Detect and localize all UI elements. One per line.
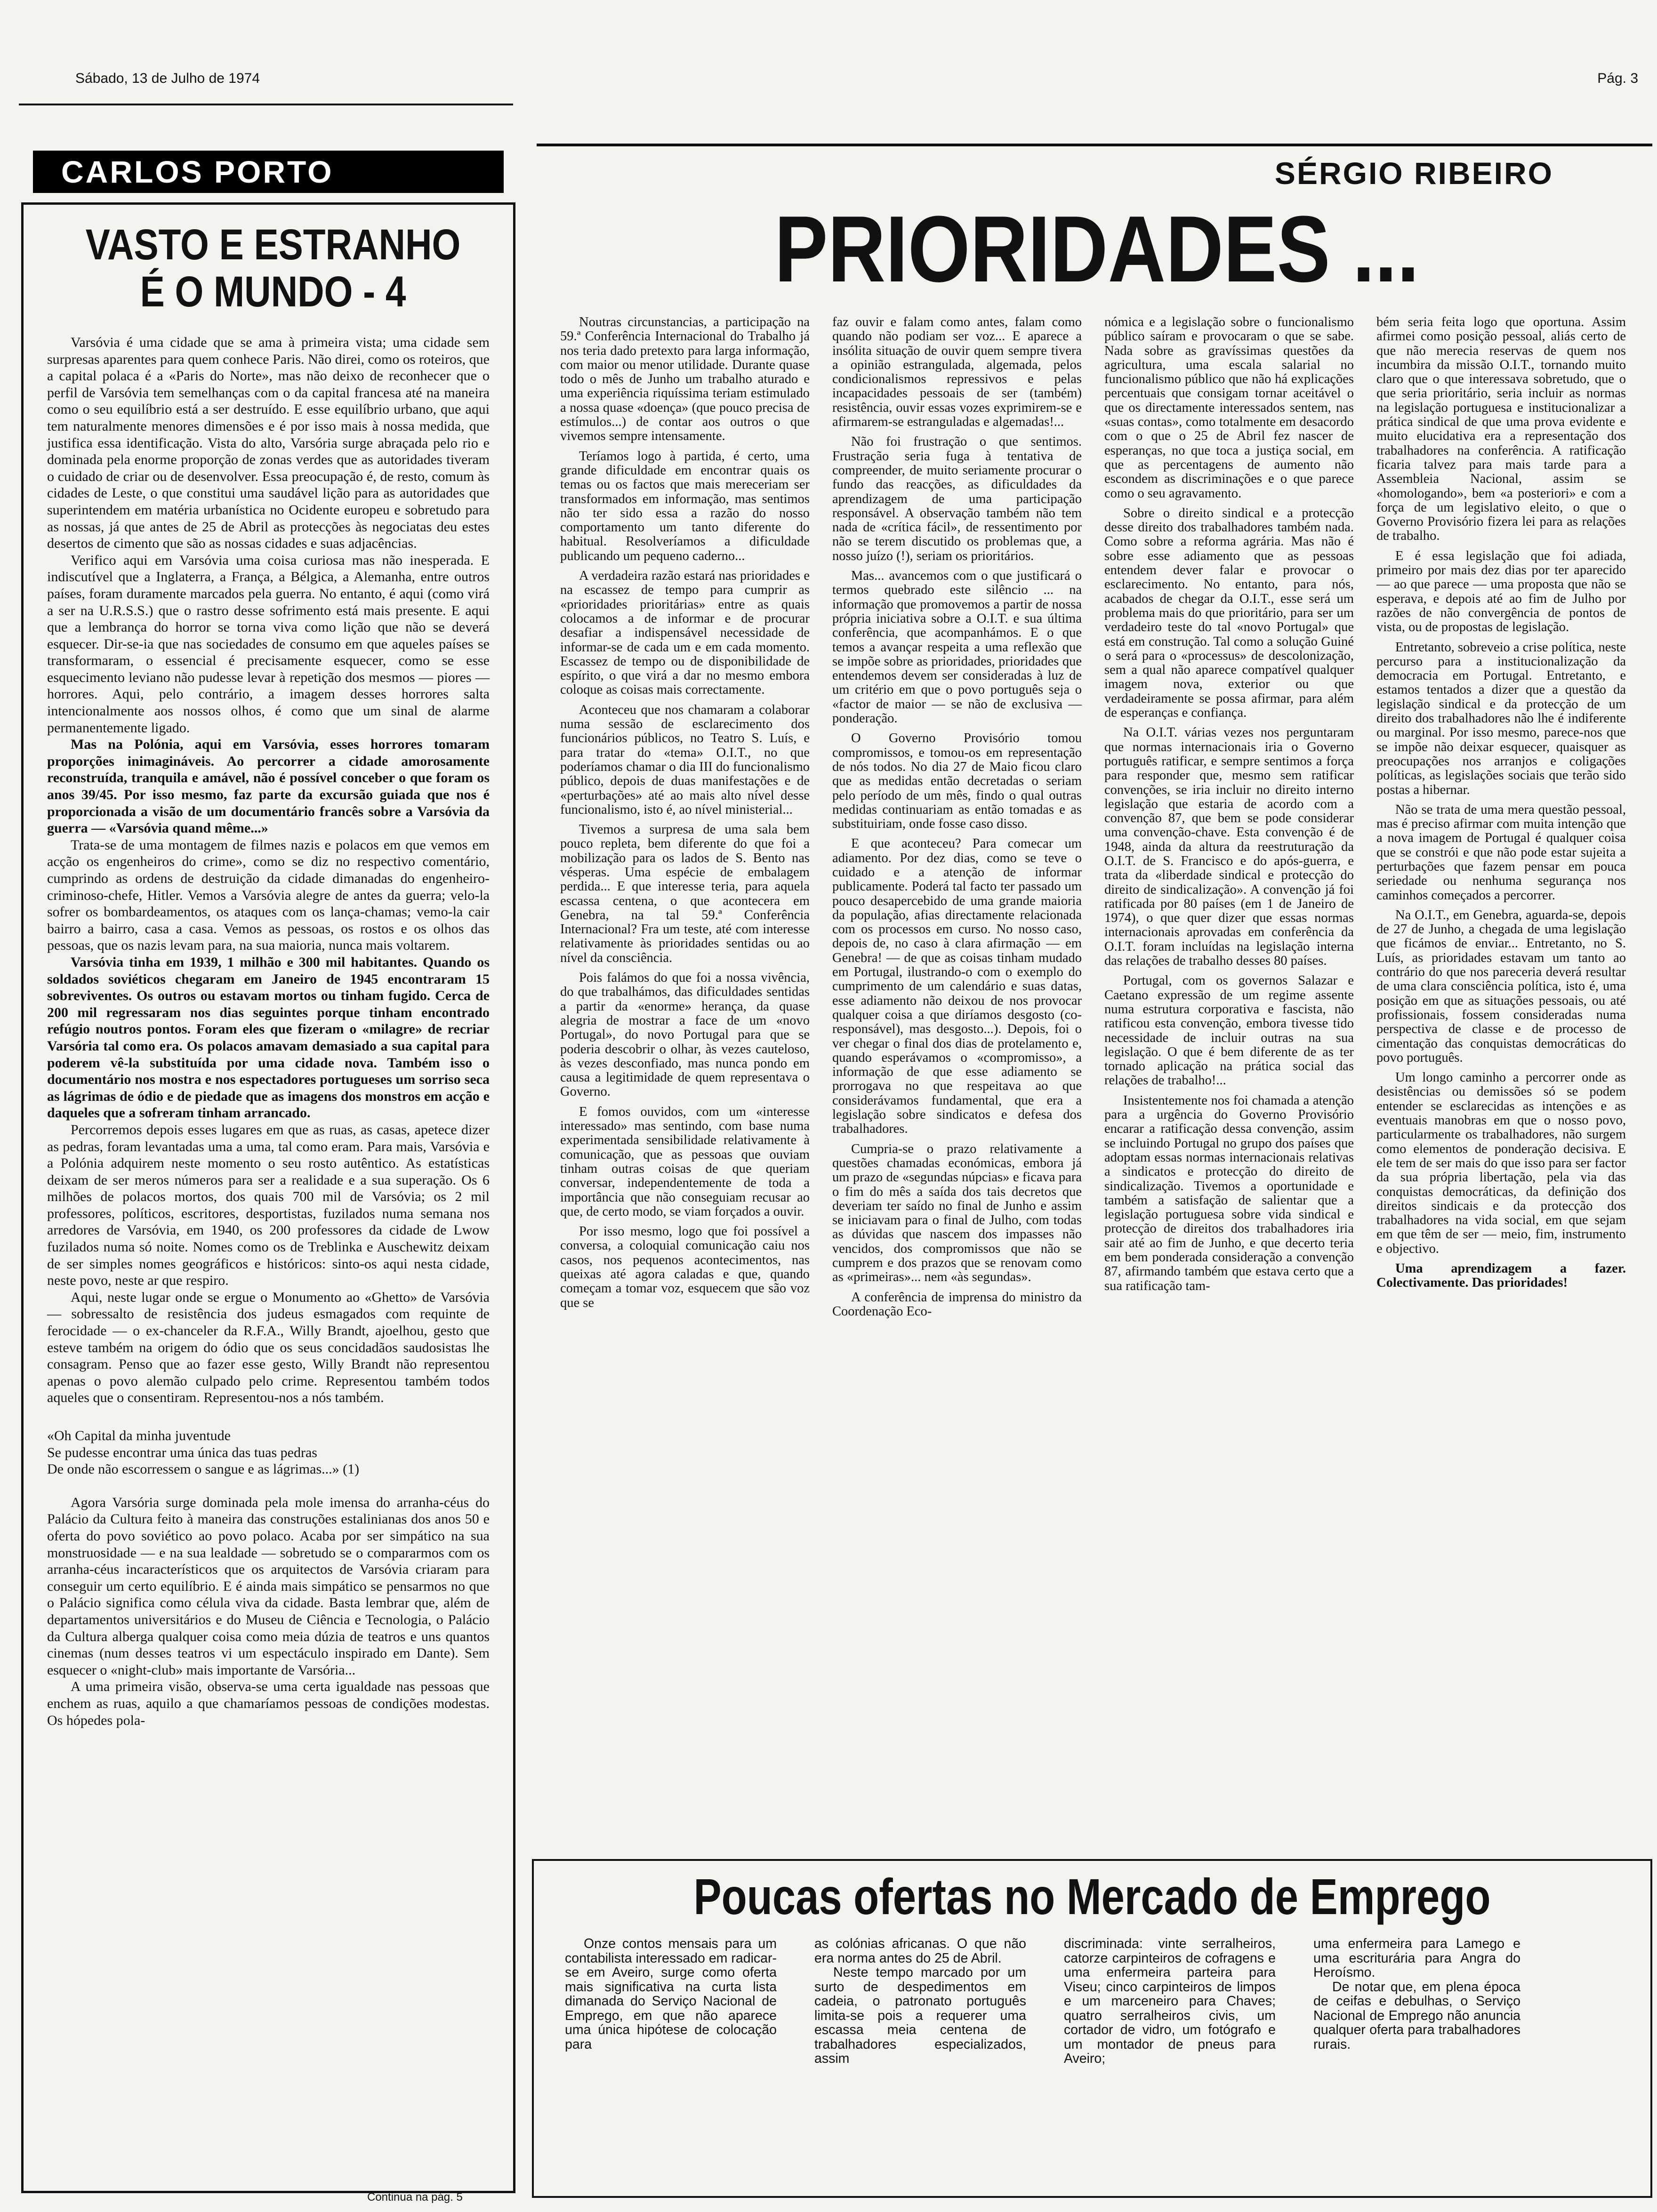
paragraph: Uma aprendizagem a fazer. Colectivamente. Das prioridades! xyxy=(1376,1261,1626,1290)
main-column-3 xyxy=(1104,315,1354,1293)
paragraph: Noutras circunstancias, a participação na 59.ª Conferência Internacional do Trabalho já nos teria dado pretexto para larga informação, com maior ou menor utilidade. Durante quase todo o mês de Junho um trabalho aturado e uma experiência riquíssima teriam estimulado a nossa quase «doença» (que pouco precisa de estímulos...) de contar aos outros o que vivemos sempre intensamente. xyxy=(560,315,810,444)
main-column-4 xyxy=(1376,315,1626,1290)
left-article-title xyxy=(73,221,473,315)
poem-quote xyxy=(47,1427,490,1478)
paragraph: Na O.I.T. várias vezes nos perguntaram que normas internacionais iria o Governo português ratificar, e sempre sentimos a força para responder que, mesmo sem ratificar convenções, se iria incluir no direito interno legislação que estaria de acordo com a convenção 87, que bem se pode considerar uma convenção-chave. Esta convenção é de 1948, ainda da altura da reestruturação da O.I.T. de S. Francisco e do após-guerra, e trata da «liberdade sindical e protecção do direito de sindicalização». A convenção já foi ratificada por 80 países (em 1 de Janeiro de 1974), o que quer dizer que essas normas internacionais aprovadas em conferência da O.I.T. foram incluídas na legislação interna das relações de trabalho desses 80 países. xyxy=(1104,725,1354,969)
paragraph: Pois falámos do que foi a nossa vivência, do que trabalhámos, das dificuldades sentidas a partir da «enorme» herança, da quase alegria de mostrar a face de um «novo Portugal», do novo Portugal para que se poderia descobrir o olhar, às vezes cauteloso, às vezes desconfiado, mas nunca pondo em causa a legitimidade de quem representava o Governo. xyxy=(560,970,810,1099)
bottom-column-1 xyxy=(565,1937,777,2052)
paragraph: E fomos ouvidos, com um «interesse interessado» mas sentindo, com base numa experimentada sensibilidade relativamente à comunicação, que as pessoas que ouviam tinham outras coisas de que queriam conversar, independentemente de toda a importância que não conseguiam recusar ao que, de certo modo, se viam forçados a ouvir. xyxy=(560,1104,810,1219)
page-number: Pág. 3 xyxy=(1597,71,1638,86)
paragraph: Sobre o direito sindical e a protecção desse direito dos trabalhadores também nada. Como sobre a reforma agrária. Mas não é sobre esse adiamento que as pessoas entendem dever falar e provocar o esclarecimento. No entanto, para nós, acabados de chegar da O.I.T., esse será um problema mais do que prioritário, para ser um verdadeiro teste do tal «novo Portugal» que está em construção. Tal como a solução Guiné o será para o «processus» de descolonização, sem a qual não aparece compatível qualquer imagem nova, exterior ou que verdadeiramente se possa afirmar, para além de esperanças e confiança. xyxy=(1104,505,1354,721)
paragraph: Mas na Polónia, aqui em Varsóvia, esses horrores tomaram proporções inimagináveis. Ao percorrer a cidade amorosamente reconstruída, tranquila e amável, não é possível conceber o que foram os anos 39/45. Por isso mesmo, faz parte da excursão guiada que nos é proporcionada a visão de um documentário francês sobre a Varsóvia da guerra — «Varsóvia quand même...» xyxy=(47,737,490,836)
paragraph: Varsóvia é uma cidade que se ama à primeira vista; uma cidade sem surpresas aparentes para quem conhece Paris. Não direi, como os roteiros, que a capital polaca é a «Paris do Norte», mas não deixo de reconhecer que o perfil de Varsóvia tem semelhanças com o da capital francesa até na maneira como o seu equilíbrio está a ser destruído. E esse equilíbrio urbano, que aqui tem naturalmente menores dimensões e é por isso mais à nossa medida, que justifica essa identificação. Vista do alto, Varsória surge abraçada pelo rio e dominada pela enorme proporção de zonas verdes que as autoridades tiveram o cuidado de criar ou de desenvolver. Essa preocupação é, de resto, comum às cidades de Leste, o que constitui uma saudável lição para as autoridades que superintendem em matéria urbanística no Ocidente europeu e sobretudo para as nossas, já que antes de 25 de Abril as protecções às negociatas deu estes desertos de cimento que são as nossas cidades e suas adjacências. xyxy=(47,335,490,552)
paragraph: Não se trata de uma mera questão pessoal, mas é preciso afirmar com muita intenção que a nova imagem de Portugal é qualquer coisa que se constrói e que não pode estar sujeita a perturbações que fazem pensar em pouca seriedade ou nenhuma segurança nos caminhos começados a percorrer. xyxy=(1376,802,1626,903)
paragraph: Portugal, com os governos Salazar e Caetano expressão de um regime assente numa estrutura corporativa e fascista, não ratificou esta convenção, embora tivesse tido necessidade de incluir outras na sua legislação. O que é bem diferente de as ter tornado aplicação na prática social das relações de trabalho!... xyxy=(1104,973,1354,1088)
header-rule-right xyxy=(537,144,1652,146)
paragraph: Tivemos a surpresa de uma sala bem pouco repleta, bem diferente do que foi a mobilização para os lados de S. Bento nas vésperas. Uma espécie de embalagem perdida... E que interesse teria, para aquela escassa centena, o que acontecera em Genebra, na tal 59.ª Conferência Internacional? Fra um teste, até com interesse relativamente às prioridades sentidas ou ao nível da consciência. xyxy=(560,822,810,965)
byline-carlos-porto: CARLOS PORTO xyxy=(33,151,504,193)
paragraph: Verifico aqui em Varsóvia uma coisa curiosa mas não inesperada. E indiscutível que a Inglaterra, a França, a Bélgica, a Alemanha, entre outros países, foram duramente marcados pela guerra. No entanto, é aqui (como virá a ser na U.R.S.S.) que o rastro desse sofrimento está mais presente. E aqui que a lembrança do horror se torna viva como lição que não se deverá esquecer. Dir-se-ia que nas sociedades de consumo em que aqueles países se transformaram, o essencial é precisamente esquecer, como se esse esquecimento leviano não pudesse levar à repetição dos mesmos — piores — horrores. Aqui, pelo contrário, a imagem desses horrores salta intencionalmente aos nossos olhos, é como que um sinal de alarme permanentemente ligado. xyxy=(47,552,490,736)
paragraph: Agora Varsória surge dominada pela mole imensa do arranha-céus do Palácio da Cultura feito à maneira das construções estalinianas dos anos 50 e oferta do povo soviético ao povo polaco. Acaba por ser simpático na sua monstruosidade — e na sua lealdade — sobretudo se o compararmos com os arranha-céus incaracterísticos que os arquitectos de Varsóvia criaram para conseguir um certo equilíbrio. E é ainda mais simpático se pensarmos no que o Palácio significa como célula viva da cidade. Basta lembrar que, além de departamentos universitários e do Museu de Ciência e Tecnologia, o Palácio da Cultura alberga qualquer coisa como meia dúzia de teatros e uns quantos cinemas (num desses teatros vi um espectáculo inspirado em Dante). Sem esquecer o «night-club» mais importante de Varsória... xyxy=(47,1494,490,1678)
paragraph: Na O.I.T., em Genebra, aguarda-se, depois de 27 de Junho, a chegada de uma legislação que ficámos de enviar... Entretanto, no S. Luís, as prioridades estavam um tanto ao contrário do que nos pareceria deverá resultar de uma clara consciência política, isto é, uma posição em que as situações pessoais, ou até profissionais, fossem consideradas numa perspectiva de classe e de processo de cimentação das conquistas democráticas do povo português. xyxy=(1376,907,1626,1065)
main-column-1 xyxy=(560,315,810,1310)
paragraph: Trata-se de uma montagem de filmes nazis e polacos em que vemos em acção os engenheiros do crime», como se diz no respectivo comentário, cumprindo as ordens de destruição da cidade dimanadas do engenheiro-criminoso-chefe, Hitler. Vemos a Varsóvia alegre de antes da guerra; velo-la sofrer os bombardeamentos, os ataques com os lança-chamas; vemo-la cair bairro a bairro, casa a casa. Vemos as pessoas, os rostos e os olhos das pessoas, que os nazis levam para, na sua maioria, nunca mais voltarem. xyxy=(47,837,490,954)
poem-line: De onde não escorressem o sangue e as lágrimas...» (1) xyxy=(47,1461,360,1477)
paragraph: E é essa legislação que foi adiada, primeiro por mais dez dias por ter aparecido — ao que parece — uma proposta que não se esperava, e depois até ao fim de Julho por razões de não convergência de pontos de vista, ou de propostas de legislação. xyxy=(1376,548,1626,635)
paragraph: as colónias africanas. O que não era norma antes do 25 de Abril. xyxy=(814,1936,1026,1966)
paragraph: Varsóvia tinha em 1939, 1 milhão e 300 mil habitantes. Quando os soldados soviéticos chegaram em Janeiro de 1945 encontraram 15 sobreviventes. Os outros ou estavam mortos ou tinham fugido. Cerca de 200 mil regressaram nos dias seguintes porque tinham encontrado refúgio noutros pontos. Foram eles que fizeram o «milagre» de recriar Varsória tal como era. Os polacos amavam demasiado a sua capital para poderem vê-la substituída por uma cidade nova. Também isso o documentário nos mostra e nos espectadores portugueses um sorriso seca as lágrimas de ódio e de piedade que as imagens dos monstros em acção e daqueles que a sofreram tinham arrancado. xyxy=(47,954,490,1121)
paragraph: Um longo caminho a percorrer onde as desistências ou demissões só se podem entender se esclarecidas as intenções e as eventuais manobras em que o nosso povo, particularmente os trabalhadores, não surgem como elementos de ponderação decisiva. E ele tem de ser mais do que isso para ser factor da sua própria libertação, pela via das conquistas democráticas, da definição dos direitos sindicais e da protecção dos trabalhadores na vida social, em que sejam em que têm de ser — meio, fim, instrumento e objectivo. xyxy=(1376,1070,1626,1256)
paragraph: Mas... avancemos com o que justificará o termos quebrado este silêncio ... na informação que promovemos a partir de nossa própria iniciativa sobre a O.I.T. e sua última conferência, que acompanhámos. E o que temos a avançar respeita a uma reflexão que se impõe sobre as prioridades, prioridades que entendemos devem ser consideradas à luz de um critério em que o povo português seja o «factor de maior — se não de exclusiva — ponderação. xyxy=(832,569,1082,726)
paragraph: Aqui, neste lugar onde se ergue o Monumento ao «Ghetto» de Varsóvia — sobressalto de resistência dos judeus esmagados com requinte de ferocidade — o ex-chanceler da R.F.A., Willy Brandt, ajoelhou, gesto que esteve também na origem do ódio que os seus concidadãos saudosistas lhe consagram. Penso que ao fazer esse gesto, Willy Brandt não representou apenas o povo alemão culpado pelo crime. Representou também todos aqueles que o consentiram. Representou-nos a nós também. xyxy=(47,1289,490,1406)
left-title-line1: VASTO E ESTRANHO xyxy=(85,221,461,269)
paragraph: De notar que, em plena época de ceifas e debulhas, o Serviço Nacional de Emprego não anuncia qualquer oferta para trabalhadores rurais. xyxy=(1313,1979,1520,2052)
paragraph: E que aconteceu? Para comecar um adiamento. Por dez dias, como se teve o cuidado e a atenção de informar publicamente. Poderá tal facto ter passado um pouco desapercebido de uma grande maioria da população, afias directamente relacionada com os processos em curso. No nosso caso, depois de, no caso à clara afirmação — em Genebra! — de que as coisas tinham mudado em Portugal, ilustrando-o com o exemplo do cumprimento de um calendário e suas datas, esse adiamento não deixou de nos provocar qualquer coisa a que diríamos desgosto (co-responsável), mas desgosto...). Depois, foi o ver chegar o final dos dias de protelamento e, quando esperávamos o «compromisso», a informação de que esse adiamento se prorrogava no que respeitava ao que considerávamos fundamental, que era a legislação sobre sindicatos e defesa dos trabalhadores. xyxy=(832,836,1082,1137)
paragraph: Aconteceu que nos chamaram a colaborar numa sessão de esclarecimento dos funcionários públicos, no Teatro S. Luís, e para tratar do «tema» O.I.T., no que poderíamos chamar o dia III do funcionalismo público, depois de duas manifestações e de «perturbações» até ao mais alto nível desse funcionalismo, isto é, ao nível ministerial... xyxy=(560,702,810,817)
paragraph: Percorremos depois esses lugares em que as ruas, as casas, apetece dizer as pedras, foram levantadas uma a uma, tal como eram. Para mais, Varsóvia e a Polónia adquirem neste momento o seu rosto autêntico. As estatísticas deixam de ser meros números para ser a realidade e a sua superação. Os 6 milhões de polacos mortos, dos quais 700 mil de Varsóvia; os 2 mil professores, políticos, escritores, desportistas, fuzilados numa semana nos arredores de Varsóvia, em 1940, os 200 professores da cidade de Lwow fuzilados numa só noite. Nomes como os de Treblinka e Auschewitz deixam de ser simples nomes geográficos e históricos: sinto-os aqui nesta cidade, neste povo, neste ar que respiro. xyxy=(47,1122,490,1289)
paragraph: Insistentemente nos foi chamada a atenção para a urgência do Governo Provisório encarar a ratificação dessa convenção, assim se incluindo Portugal no grupo dos países que adoptam essas normas internacionais relativas a sindicatos e protecção do direito de sindicalização. Tivemos a oportunidade e também a satisfação de salientar que a legislação portuguesa sobre vida sindical e protecção de direitos dos trabalhadores iria sair até ao fim de Junho, e que decerto teria em bem ponderada consideração a convenção 87, afirmando também que estava certo que a sua ratificação tam- xyxy=(1104,1093,1354,1293)
paragraph: A verdadeira razão estará nas prioridades e na escassez de tempo para cumprir as «prioridades prioritárias» entre as quais colocamos a de informar e de procurar desafiar a indispensável necessidade de informar-se de cada um e em cada momento. Escassez de tempo ou de disponibilidade de espírito, o que virá a dar no mesmo embora coloque as coisas mais correctamente. xyxy=(560,569,810,697)
paragraph: A uma primeira visão, observa-se uma certa igualdade nas pessoas que enchem as ruas, aquilo a que chamaríamos pessoas de condições modestas. Os hópedes pola- xyxy=(47,1679,490,1728)
bottom-column-3 xyxy=(1064,1937,1276,2066)
bottom-column-4 xyxy=(1313,1937,1520,2052)
poem-line: «Oh Capital da minha juventude xyxy=(47,1428,231,1443)
paragraph: Entretanto, sobreveio a crise política, neste percurso para a institucionalização da democracia em Portugal. Entretanto, e estamos tentados a dizer que a questão da legislação sindical e da protecção de um direito dos trabalhadores não lhe é indiferente ou marginal. Por isso mesmo, parece-nos que se impõe não deixar esquecer, quaisquer as preocupações nos arranjos e coligações políticas, as legislações sociais que terão sido postas a hibernar. xyxy=(1376,640,1626,797)
paragraph: A conferência de imprensa do ministro da Coordenação Eco- xyxy=(832,1290,1082,1319)
paragraph: O Governo Provisório tomou compromissos, e tomou-os em representação de nós todos. No dia 27 de Maio ficou claro que as medidas então decretadas o seriam pelo período de um mês, findo o qual outras medidas continuariam as então tomadas e as substituiriam, onde fosse caso disso. xyxy=(832,731,1082,832)
paragraph: Não foi frustração o que sentimos. Frustração seria fuga à tentativa de compreender, de muito seriamente procurar o fundo das reacções, as dificuldades da aprendizagem de uma participação responsável. A observação também não tem nada de «crítica fácil», de ressentimento por não se terem discutido os problemas que, a nosso juízo (!), seriam os prioritários. xyxy=(832,434,1082,563)
paragraph: faz ouvir e falam como antes, falam como quando não podiam ser voz... E aparece a insólita situação de ouvir quem sempre tivera a opinião estrangulada, algemada, pelos condicionalismos repressivos e pelas incapacidades pessoais de ser (também) resistência, ouvir essas vozes exprimirem-se e afirmarem-se estranguladas e algemadas!... xyxy=(832,315,1082,430)
byline-sergio-ribeiro: SÉRGIO RIBEIRO xyxy=(1274,156,1553,191)
paragraph: Neste tempo marcado por um surto de despedimentos em cadeia, o patronato português limita-se pois a requerer uma escassa meia centena de trabalhadores especializados, assim xyxy=(814,1965,1026,2066)
paragraph: Cumpria-se o prazo relativamente a questões chamadas económicas, embora já um prazo de «segundas núpcias» e ficava para o fim do mês a saída dos tais decretos que deveriam ter saído no final de Junho e assim se iniciavam para o final de Julho, com todas as dúvidas que nascem dos impasses não vencidos, dos compromissos que não se cumprem e dos prazos que se renovam como as «primeiras»... nem «às segundas». xyxy=(832,1141,1082,1285)
left-title-line2: É O MUNDO - 4 xyxy=(140,268,406,316)
paragraph: Onze contos mensais para um contabilista interessado em radicar-se em Aveiro, surge como oferta mais significativa na curta lista dimanada do Serviço Nacional de Emprego, em que não aparece uma única hipótese de colocação para xyxy=(565,1936,777,2052)
paragraph: nómica e a legislação sobre o funcionalismo público saíram e provocaram o que se sabe. Nada sobre as gravíssimas questões da agricultura, uma escala salarial no funcionalismo público que não há explicações percentuais que consigam tornar aceitável o que os directamente interessados sentem, nas «suas contas», como totalmente em desacordo com o que o 25 de Abril fez nascer de esperanças, no que toca a justiça social, em que as percentagens de aumento não escondem as discriminações e o que parece como o seu agravamento. xyxy=(1104,315,1354,501)
paragraph: uma enfermeira para Lamego e uma escriturária para Angra do Heroísmo. xyxy=(1313,1936,1520,1980)
poem-line: Se pudesse encontrar uma única das tuas pedras xyxy=(47,1444,317,1460)
page-date: Sábado, 13 de Julho de 1974 xyxy=(75,71,260,86)
bottom-column-2 xyxy=(814,1937,1026,2066)
paragraph: discriminada: vinte serralheiros, catorze carpinteiros de cofragens e uma enfermeira parteira para Viseu; cinco carpinteiros de limpos e um marceneiro para Chaves; quatro serralheiros civis, um cortador de vidro, um fotógrafo e um montador de pneus para Aveiro; xyxy=(1064,1936,1276,2066)
header-rule-left xyxy=(19,104,513,105)
paragraph: Teríamos logo à partida, é certo, uma grande dificuldade em encontrar quais os temas ou os factos que mais mereceriam ser transformados em informação, mas sentimos não ter sido essa a razão do nosso comportamento um tanto diferente do habitual. Resolveríamos a dificuldade publicando um pequeno caderno... xyxy=(560,449,810,563)
main-column-2 xyxy=(832,315,1082,1319)
paragraph: bém seria feita logo que oportuna. Assim afirmei como posição pessoal, aliás certo de que não merecia reservas de quem nos incumbira da missão O.I.T., tornando muito claro que o que interessava sobretudo, que o que seria prioritário, seria incluir as normas na legislação portuguesa e institucionalizar a prática sindical de que uma prova evidente e muito elucidativa era a representação dos trabalhadores na conferência. A ratificação ficaria talvez para mais tarde para a Assembleia Nacional, assim se «homologando», bem «a posteriori» e com a força de um legislativo eleito, o que o Governo Provisório fizera lei para as relações de trabalho. xyxy=(1376,315,1626,544)
continua-note: Continua na pág. 5 xyxy=(367,2191,463,2204)
main-article-title: PRIORIDADES ... xyxy=(774,197,1419,302)
left-article-body xyxy=(47,334,490,1729)
paragraph: Por isso mesmo, logo que foi possível a conversa, a coloquial comunicação caiu nos casos, nos pequenos acontecimentos, nas queixas até agora caladas e que, quando começam a tomar voz, esquecem que são voz que se xyxy=(560,1224,810,1310)
bottom-article-title: Poucas ofertas no Mercado de Emprego xyxy=(693,1868,1491,1925)
